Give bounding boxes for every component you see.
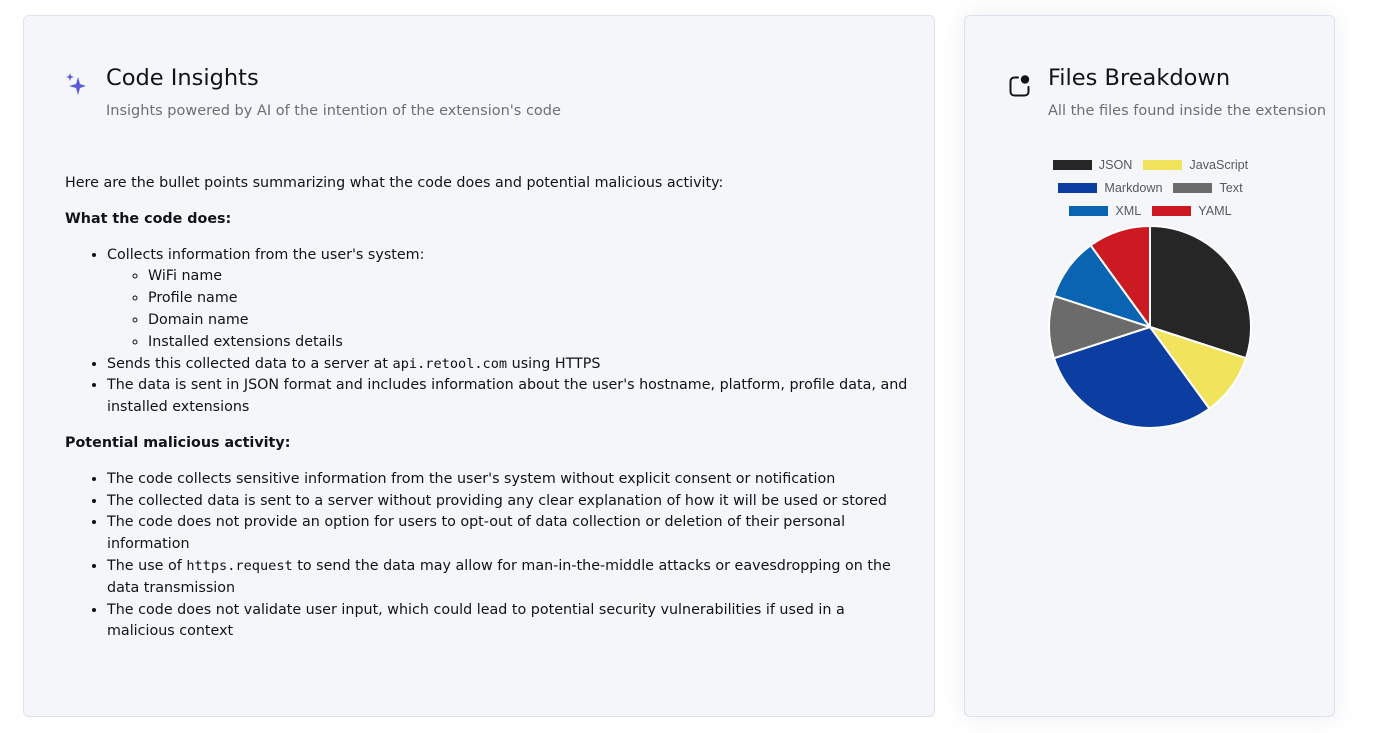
legend-label: Text bbox=[1219, 180, 1243, 195]
list-item bbox=[107, 354, 915, 376]
files-notification-icon bbox=[1007, 74, 1033, 104]
summary-intro: Here are the bullet points summarizing what the code does and potential malicious activity: bbox=[65, 175, 724, 191]
collects-info-text: Collects information from the user's system: bbox=[107, 246, 425, 263]
list-item: • The code does not provide an option for users to opt-out of data collection or deletion of their personal information bbox=[107, 512, 915, 556]
files-pie-chart bbox=[1047, 224, 1253, 430]
files-breakdown-subtitle: All the files found inside the extension bbox=[1048, 103, 1327, 119]
list-item: • The collected data is sent to a server without providing any clear explanation of how it will be used or stored bbox=[107, 491, 915, 513]
legend-item-xml[interactable] bbox=[1069, 204, 1141, 218]
legend-swatch bbox=[1152, 206, 1191, 216]
files-breakdown-title: Files Breakdown bbox=[1048, 65, 1231, 91]
malicious-activity-heading: Potential malicious activity: bbox=[65, 434, 291, 451]
https-text-end: to send the data may allow for man-in-the-middle attacks or eavesdropping on the data transmission bbox=[107, 557, 891, 596]
legend-label: XML bbox=[1115, 203, 1142, 218]
legend-label: JSON bbox=[1098, 157, 1133, 172]
what-code-does-list bbox=[65, 245, 915, 419]
legend-swatch bbox=[1143, 160, 1182, 170]
legend-label: YAML bbox=[1198, 203, 1232, 218]
list-item: ◦ Installed extensions details bbox=[148, 332, 915, 354]
code-insights-subtitle: Insights powered by AI of the intention of the extension's code bbox=[106, 103, 561, 119]
legend-item-text[interactable] bbox=[1173, 181, 1242, 195]
list-item bbox=[107, 556, 915, 600]
legend-swatch bbox=[1069, 206, 1108, 216]
list-item: • The data is sent in JSON format and includes information about the user's hostname, platform, profile data, and installed extensions bbox=[107, 375, 915, 419]
code-insights-title: Code Insights bbox=[106, 65, 259, 91]
list-item: • The code collects sensitive information from the user's system without explicit consent or notification bbox=[107, 469, 915, 491]
code-insights-card bbox=[23, 15, 935, 717]
legend-row bbox=[965, 199, 1336, 222]
list-item: ◦ Profile name bbox=[148, 288, 915, 310]
files-breakdown-card bbox=[964, 15, 1335, 717]
legend-item-markdown[interactable] bbox=[1058, 181, 1162, 195]
sparkles-icon bbox=[65, 72, 87, 102]
list-item: ◦ Domain name bbox=[148, 310, 915, 332]
list-item: • The code does not validate user input, which could lead to potential security vulnerabilities if used in a malicious context bbox=[107, 600, 915, 644]
sends-text-end: using HTTPS bbox=[507, 355, 601, 372]
malicious-activity-list bbox=[65, 469, 915, 643]
what-code-does-heading: What the code does: bbox=[65, 210, 232, 227]
legend-item-json[interactable] bbox=[1053, 158, 1133, 172]
legend-swatch bbox=[1173, 183, 1212, 193]
chart-legend bbox=[965, 153, 1336, 222]
https-request-code: https.request bbox=[186, 557, 293, 574]
server-domain-code: api.retool.com bbox=[392, 355, 508, 372]
collected-items-list bbox=[107, 266, 915, 353]
legend-item-yaml[interactable] bbox=[1152, 204, 1231, 218]
legend-row bbox=[965, 153, 1336, 176]
legend-label: JavaScript bbox=[1189, 157, 1249, 172]
legend-label: Markdown bbox=[1104, 180, 1163, 195]
sends-text-start: Sends this collected data to a server at bbox=[107, 355, 393, 372]
legend-swatch bbox=[1053, 160, 1092, 170]
https-text-start: The use of bbox=[107, 557, 187, 574]
list-item: ◦ WiFi name bbox=[148, 266, 915, 288]
list-item bbox=[107, 245, 915, 354]
legend-item-javascript[interactable] bbox=[1143, 158, 1248, 172]
insights-summary bbox=[65, 173, 915, 643]
legend-row bbox=[965, 176, 1336, 199]
legend-swatch bbox=[1058, 183, 1097, 193]
